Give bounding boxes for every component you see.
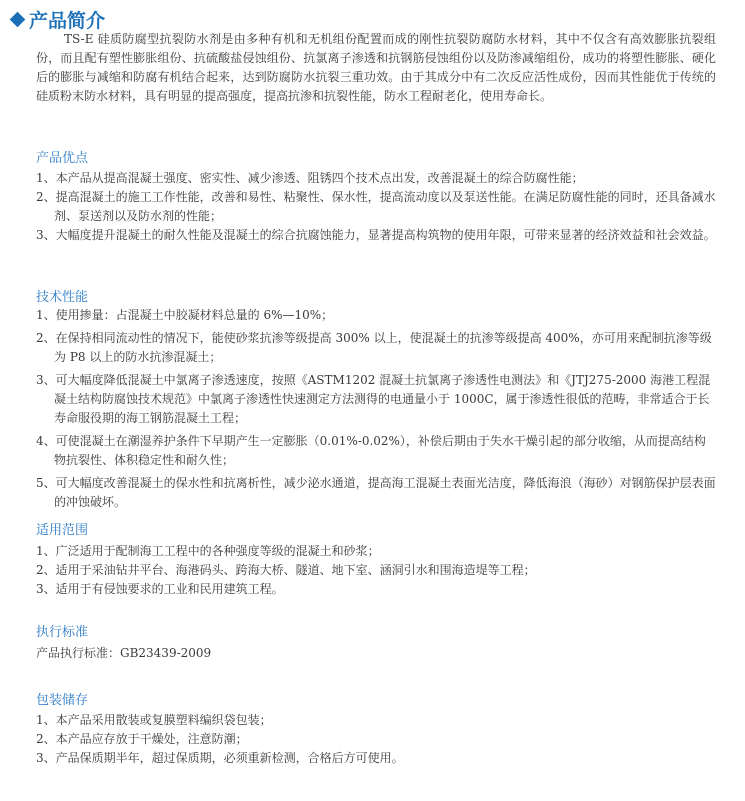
- list-item: 2、本产品应存放于干燥处，注意防潮；: [36, 732, 248, 746]
- list-item: 5、可大幅度改善混凝土的保水性和抗离析性，减少泌水通道，提高海工混凝土表面光洁度，降低海浪（海砂）对钢筋保护层表面的冲蚀破坏。: [36, 476, 716, 509]
- scope-list: [36, 542, 716, 599]
- section-title-performance: 技术性能: [36, 290, 89, 305]
- list-item: 1、本产品从提高混凝土强度、密实性、减少渗透、阻锈四个技术点出发，改善混凝土的综合防腐性能；: [36, 171, 584, 185]
- section-title-standard: 执行标准: [36, 625, 89, 640]
- standard-text: 产品执行标准：GB23439-2009: [36, 646, 212, 660]
- section-title-advantages: 产品优点: [36, 151, 89, 166]
- list-item: 3、适用于有侵蚀要求的工业和民用建筑工程。: [36, 582, 284, 596]
- list-item: 1、使用掺量：占混凝土中胶凝材料总量的 6%—10%；: [36, 308, 334, 322]
- list-item: 2、提高混凝土的施工工作性能，改善和易性、粘聚性、保水性，提高流动度以及泵送性能。在满足防腐性能的同时，还具备减水剂、泵送剂以及防水剂的性能；: [36, 190, 716, 223]
- list-item: 3、大幅度提升混凝土的耐久性能及混凝土的综合抗腐蚀能力，显著提高构筑物的使用年限，可带来显著的经济效益和社会效益。: [36, 228, 716, 242]
- list-item: 2、适用于采油钻井平台、海港码头、跨海大桥、隧道、地下室、涵洞引水和围海造堤等工程；: [36, 563, 536, 577]
- section-title-packaging: 包装储存: [36, 693, 89, 708]
- list-item: 1、本产品采用散装或复膜塑料编织袋包装；: [36, 713, 272, 727]
- performance-list: [36, 306, 716, 516]
- page-title-text: 产品简介: [29, 9, 106, 32]
- page-title: [8, 6, 105, 32]
- list-item: 1、广泛适用于配制海工工程中的各种强度等级的混凝土和砂浆；: [36, 544, 380, 558]
- section-title-scope: 适用范围: [36, 523, 89, 538]
- list-item: 2、在保持相同流动性的情况下，能使砂浆抗渗等级提高 300% 以上，使混凝土的抗渗等级提高 400%，亦可用来配制抗渗等级为 P8 以上的防水抗渗混凝土；: [36, 331, 712, 364]
- list-item: 3、产品保质期半年，超过保质期，必须重新检测，合格后方可使用。: [36, 751, 404, 765]
- diamond-icon: [10, 11, 26, 27]
- intro-paragraph: TS-E 硅质防腐型抗裂防水剂是由多种有机和无机组份配置而成的刚性抗裂防腐防水材料，其中不仅含有高效膨胀抗裂组份，而且配有塑性膨胀组份、抗硫酸盐侵蚀组份、抗氯离子渗透和抗钢筋侵蚀组份以及防渗减缩组份，成功的将塑性膨胀、硬化后的膨胀与减缩和防腐有机结合起来，达到防腐防水抗裂三重功效。由于其成分中有二次反应活性成份，因而其性能优于传统的硅质粉末防水材料，具有明显的提高强度，提高抗渗和抗裂性能，防水工程耐老化，使用寿命长。: [36, 32, 716, 103]
- packaging-list: [36, 711, 716, 768]
- list-item: 3、可大幅度降低混凝土中氯离子渗透速度，按照《ASTM1202 混凝土抗氯离子渗透性电测法》和《JTJ275-2000 海港工程混凝土结构防腐蚀技术规范》中氯离子渗透性快速测定方法测得的电通量小于 1000C，属于渗透性很低的范畴，非常适合于长寿命服役期的海工钢筋混凝土工程；: [36, 373, 711, 425]
- list-item: 4、可使混凝土在潮湿养护条件下早期产生一定膨胀（0.01%-0.02%），补偿后期由于失水干燥引起的部分收缩，从而提高结构物抗裂性、体积稳定性和耐久性；: [36, 434, 706, 467]
- advantages-list: [36, 169, 716, 245]
